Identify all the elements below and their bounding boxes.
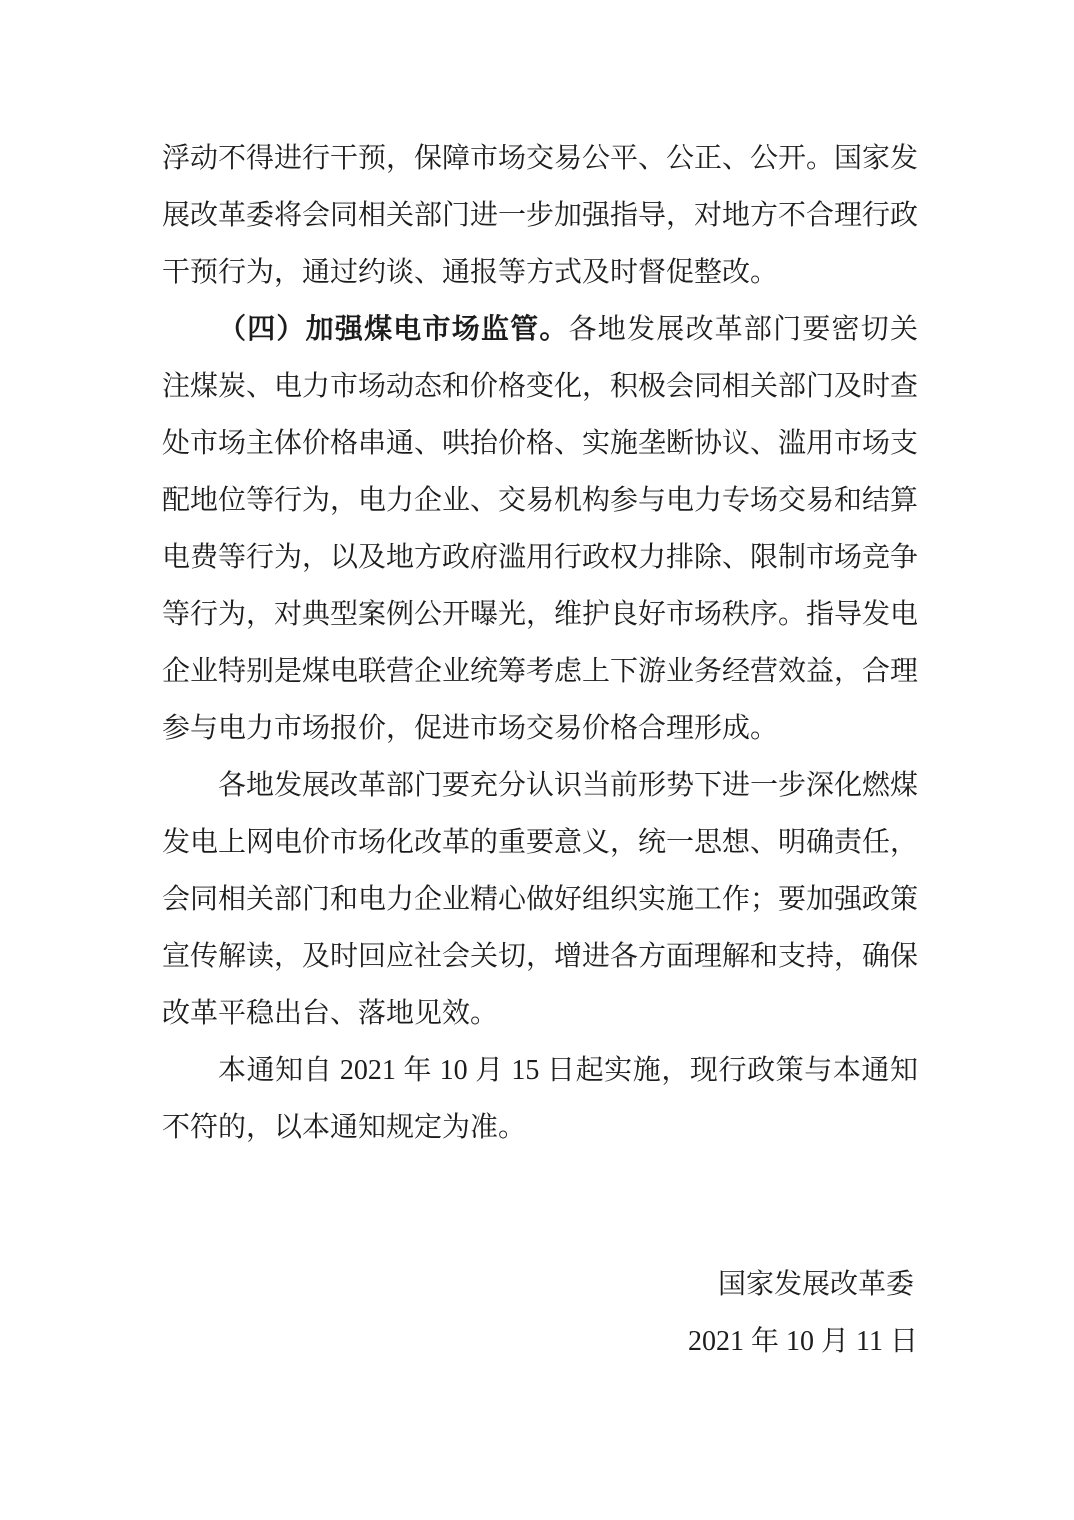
paragraph-continuation (162, 130, 918, 301)
paragraph-implementation (162, 757, 918, 1042)
signature-block (162, 1256, 918, 1370)
paragraph-text: 各地发展改革部门要充分认识当前形势下进一步深化燃煤发电上网电价市场化改革的重要意义，统一思想、明确责任，会同相关部门和电力企业精心做好组织实施工作；要加强政策宣传解读，及时回应社会关切，增进各方面理解和支持，确保改革平稳出台、落地见效。 (162, 770, 919, 1029)
document-body (162, 130, 918, 1156)
paragraph-text: 浮动不得进行干预，保障市场交易公平、公正、公开。国家发展改革委将会同相关部门进一步加强指导，对地方不合理行政干预行为，通过约谈、通报等方式及时督促整改。 (162, 143, 919, 288)
paragraph-text: 本通知自 2021 年 10 月 15 日起实施，现行政策与本通知不符的，以本通知规定为准。 (162, 1055, 918, 1143)
paragraph-effective-date (162, 1042, 918, 1156)
paragraph-section-four (162, 301, 918, 757)
section-heading-bold: （四）加强煤电市场监管。 (218, 314, 569, 345)
paragraph-text: 各地发展改革部门要密切关注煤炭、电力市场动态和价格变化，积极会同相关部门及时查处市场主体价格串通、哄抬价格、实施垄断协议、滥用市场支配地位等行为，电力企业、交易机构参与电力专场交易和结算电费等行为，以及地方政府滥用行政权力排除、限制市场竞争等行为，对典型案例公开曝光，维护良好市场秩序。指导发电企业特别是煤电联营企业统筹考虑上下游业务经营效益，合理参与电力市场报价，促进市场交易价格合理形成。 (162, 314, 919, 744)
signature-date: 2021 年 10 月 11 日 (688, 1326, 918, 1357)
signature-issuer: 国家发展改革委 (717, 1269, 914, 1300)
